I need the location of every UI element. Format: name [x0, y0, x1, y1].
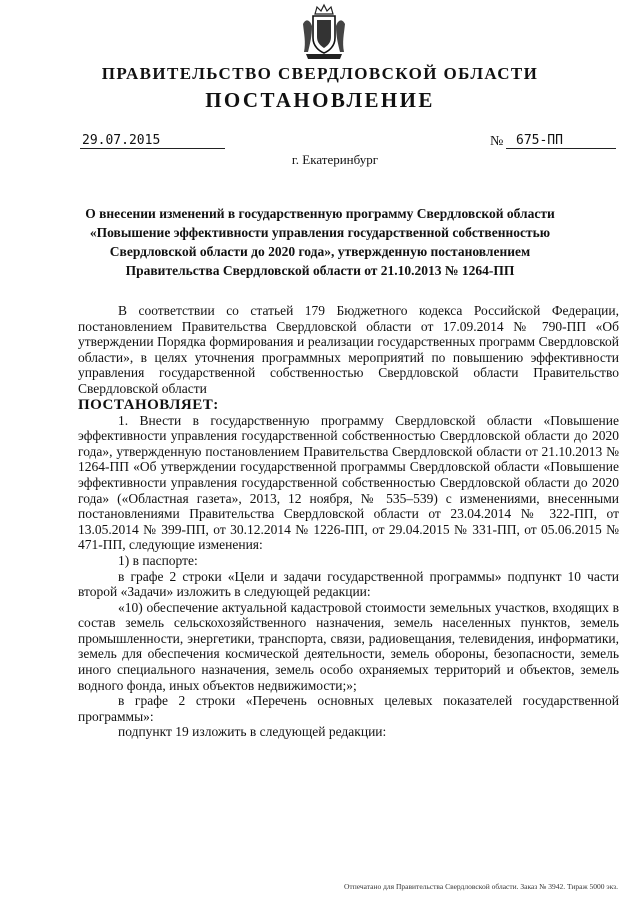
postanovlyaet-heading: ПОСТАНОВЛЯЕТ: [78, 396, 219, 413]
print-footer: Отпечатано для Правительства Свердловской области. Заказ № 3942. Тираж 5000 экз. [344, 882, 618, 891]
paragraph: В соответствии со статьей 179 Бюджетного кодекса Российской Федерации, постановлением Правительства Свердловской области от 17.09.2014 № 790-ПП «Об утверждении Порядка формирования и реализации государственных программ Свердловской области», в целях уточнения программных мероприятий по повышению эффективности управления государственной собственностью Свердловской области Правительство Свердловской области [78, 303, 619, 396]
paragraph: подпункт 19 изложить в следующей редакции: [118, 724, 387, 740]
paragraph: в графе 2 строки «Перечень основных целевых показателей государственной программы»: [78, 693, 619, 724]
document-number: 675-ПП [506, 133, 616, 149]
document-type: ПОСТАНОВЛЕНИЕ [205, 88, 435, 112]
city: г. Екатеринбург [291, 152, 379, 167]
document-body [78, 303, 619, 740]
paragraph: 1) в паспорте: [118, 552, 198, 568]
coat-of-arms-icon [300, 2, 348, 62]
number-label: № [490, 134, 504, 149]
paragraph: в графе 2 строки «Цели и задачи государственной программы» подпункт 10 части второй «Задачи» изложить в следующей редакции: [78, 568, 619, 600]
document-date: 29.07.2015 [80, 133, 225, 149]
document-title: О внесении изменений в государственную программу Свердловской области «Повышение эффективности управления государственной собственностью Свердловской области до 2020 года», утвержденную постановлением Правительства Свердловской области от 21.10.2013 № 1264-ПП [85, 206, 555, 278]
government-name: ПРАВИТЕЛЬСТВО СВЕРДЛОВСКОЙ ОБЛАСТИ [101, 64, 539, 83]
paragraph: 1. Внести в государственную программу Свердловской области «Повышение эффективности управления государственной собственностью Свердловской области до 2020 года», утвержденную постановлением Правительства Свердловской области от 21.10.2013 № 1264-ПП «Об утверждении государственной программы Свердловской области «Повышение эффективности управления государственной собственностью Свердловской области до 2020 года» («Областная газета», 2013, 12 ноября, № 535–539) с изменениями, внесенными постановлениями Правительства Свердловской области от 23.04.2014 № 322-ПП, от 13.05.2014 № 399-ПП, от 30.12.2014 № 1226-ПП, от 29.04.2015 № 331-ПП, от 05.06.2015 № 471-ПП, следующие изменения: [78, 412, 619, 553]
paragraph: «10) обеспечение актуальной кадастровой стоимости земельных участков, входящих в состав земель сельскохозяйственного назначения, земель населенных пунктов, земель промышленности, энергетики, транспорта, связи, радиовещания, телевидения, информатики, земель для обеспечения космической деятельности, земель обороны, безопасности, земель иного специального назначения, земель особо охраняемых территорий и объектов, земель водного фонда, иных объектов недвижимости;»; [78, 599, 619, 693]
